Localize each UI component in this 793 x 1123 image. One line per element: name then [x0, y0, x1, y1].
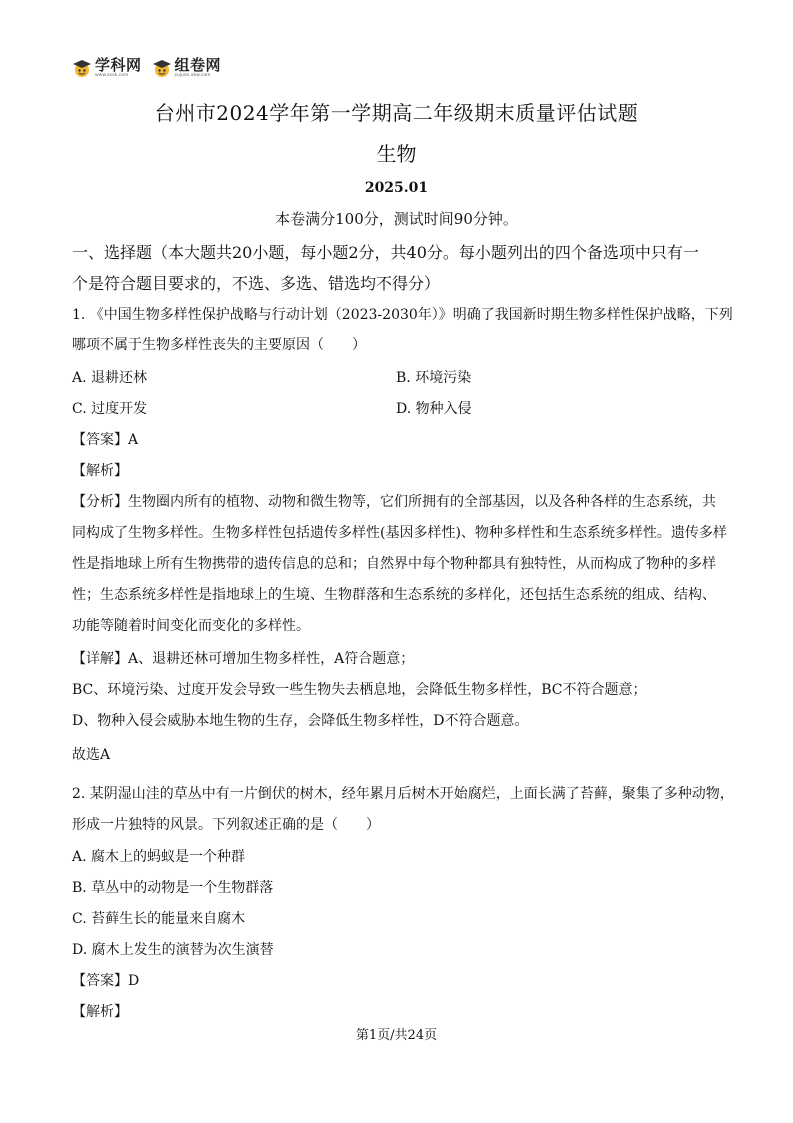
q1-detail-line-2: BC、环境污染、过度开发会导致一些生物失去栖息地，会降低生物多样性，BC不符合题意；: [72, 682, 647, 698]
q1-option-c: C. 过度开发: [72, 401, 148, 417]
exam-date: 2025.01: [364, 180, 429, 196]
q1-analysis-line-1: 【分析】生物圈内所有的植物、动物和微生物等，它们所拥有的全部基因，以及各种各样的生态系统，共: [72, 494, 716, 510]
q2-option-d: D. 腐木上发生的演替为次生演替: [72, 942, 274, 958]
q1-analysis-line-2: 同构成了生物多样性。生物多样性包括遗传多样性(基因多样性)、物种多样性和生态系统多样性。遗传多样: [72, 525, 727, 541]
q2-stem-line-2: 形成一片独特的风景。下列叙述正确的是（ ）: [72, 817, 380, 833]
logo-bar: [72, 58, 221, 79]
q1-analysis-line-3: 性是指地球上所有生物携带的遗传信息的总和；自然界中每个物种都具有独特性，从而构成了物种的多样: [72, 556, 716, 572]
q2-explanation-label: 【解析】: [72, 1004, 128, 1020]
q1-analysis-line-4: 性；生态系统多样性是指地球上的生境、生物群落和生态系统的多样化，还包括生态系统的组成、结构、: [72, 587, 716, 603]
q1-analysis-line-5: 功能等随着时间变化而变化的多样性。: [72, 618, 310, 634]
logo-url-2: zujuan.xkw.com: [174, 73, 211, 78]
section-heading-line-2: 个是符合题目要求的，不选、多选、错选均不得分）: [72, 274, 441, 293]
q1-stem-line-1: 1. 《中国生物多样性保护战略与行动计划（2023-2030年）》明确了我国新时期生物多样性保护战略，下列: [72, 307, 733, 323]
logo-name-1: 学科网: [95, 56, 142, 74]
q1-explanation-label: 【解析】: [72, 463, 128, 479]
q1-stem-line-2: 哪项不属于生物多样性丧失的主要原因（ ）: [72, 337, 366, 353]
section-heading-line-1: 一、选择题（本大题共20小题，每小题2分，共40分。每小题列出的四个备选项中只有一: [72, 243, 699, 262]
xuekewang-logo: [72, 58, 142, 79]
q2-option-b: B. 草丛中的动物是一个生物群落: [72, 880, 274, 896]
q2-option-c: C. 苔藓生长的能量来自腐木: [72, 911, 246, 927]
q1-option-a: A. 退耕还林: [72, 370, 148, 386]
graduation-cap-icon: [152, 58, 172, 78]
q1-detail-line-1: 【详解】A、退耕还林可增加生物多样性，A符合题意；: [72, 651, 415, 667]
graduation-cap-icon: [72, 58, 92, 78]
q1-option-d: D. 物种入侵: [396, 401, 472, 417]
q2-stem-line-1: 2. 某阴湿山洼的草丛中有一片倒伏的树木，经年累月后树木开始腐烂，上面长满了苔藓，聚集了多种动物，: [72, 786, 734, 802]
page-title: 台州市2024学年第一学期高二年级期末质量评估试题: [154, 101, 639, 125]
zujuanwang-logo: [152, 58, 222, 79]
q1-detail-line-3: D、物种入侵会威胁本地生物的生存，会降低生物多样性，D不符合题意。: [72, 713, 529, 729]
exam-note: 本卷满分100分，测试时间90分钟。: [275, 210, 518, 228]
q1-option-b: B. 环境污染: [396, 370, 472, 386]
q2-answer: 【答案】D: [72, 973, 140, 989]
q2-option-a: A. 腐木上的蚂蚁是一个种群: [72, 849, 246, 865]
q1-conclusion: 故选A: [72, 747, 111, 763]
page-footer: 第1页/共24页: [355, 1028, 438, 1043]
logo-url-1: www.zxxk.com: [95, 73, 129, 78]
subject-title: 生物: [376, 142, 417, 166]
logo-name-2: 组卷网: [174, 56, 222, 74]
q1-answer: 【答案】A: [72, 432, 139, 448]
